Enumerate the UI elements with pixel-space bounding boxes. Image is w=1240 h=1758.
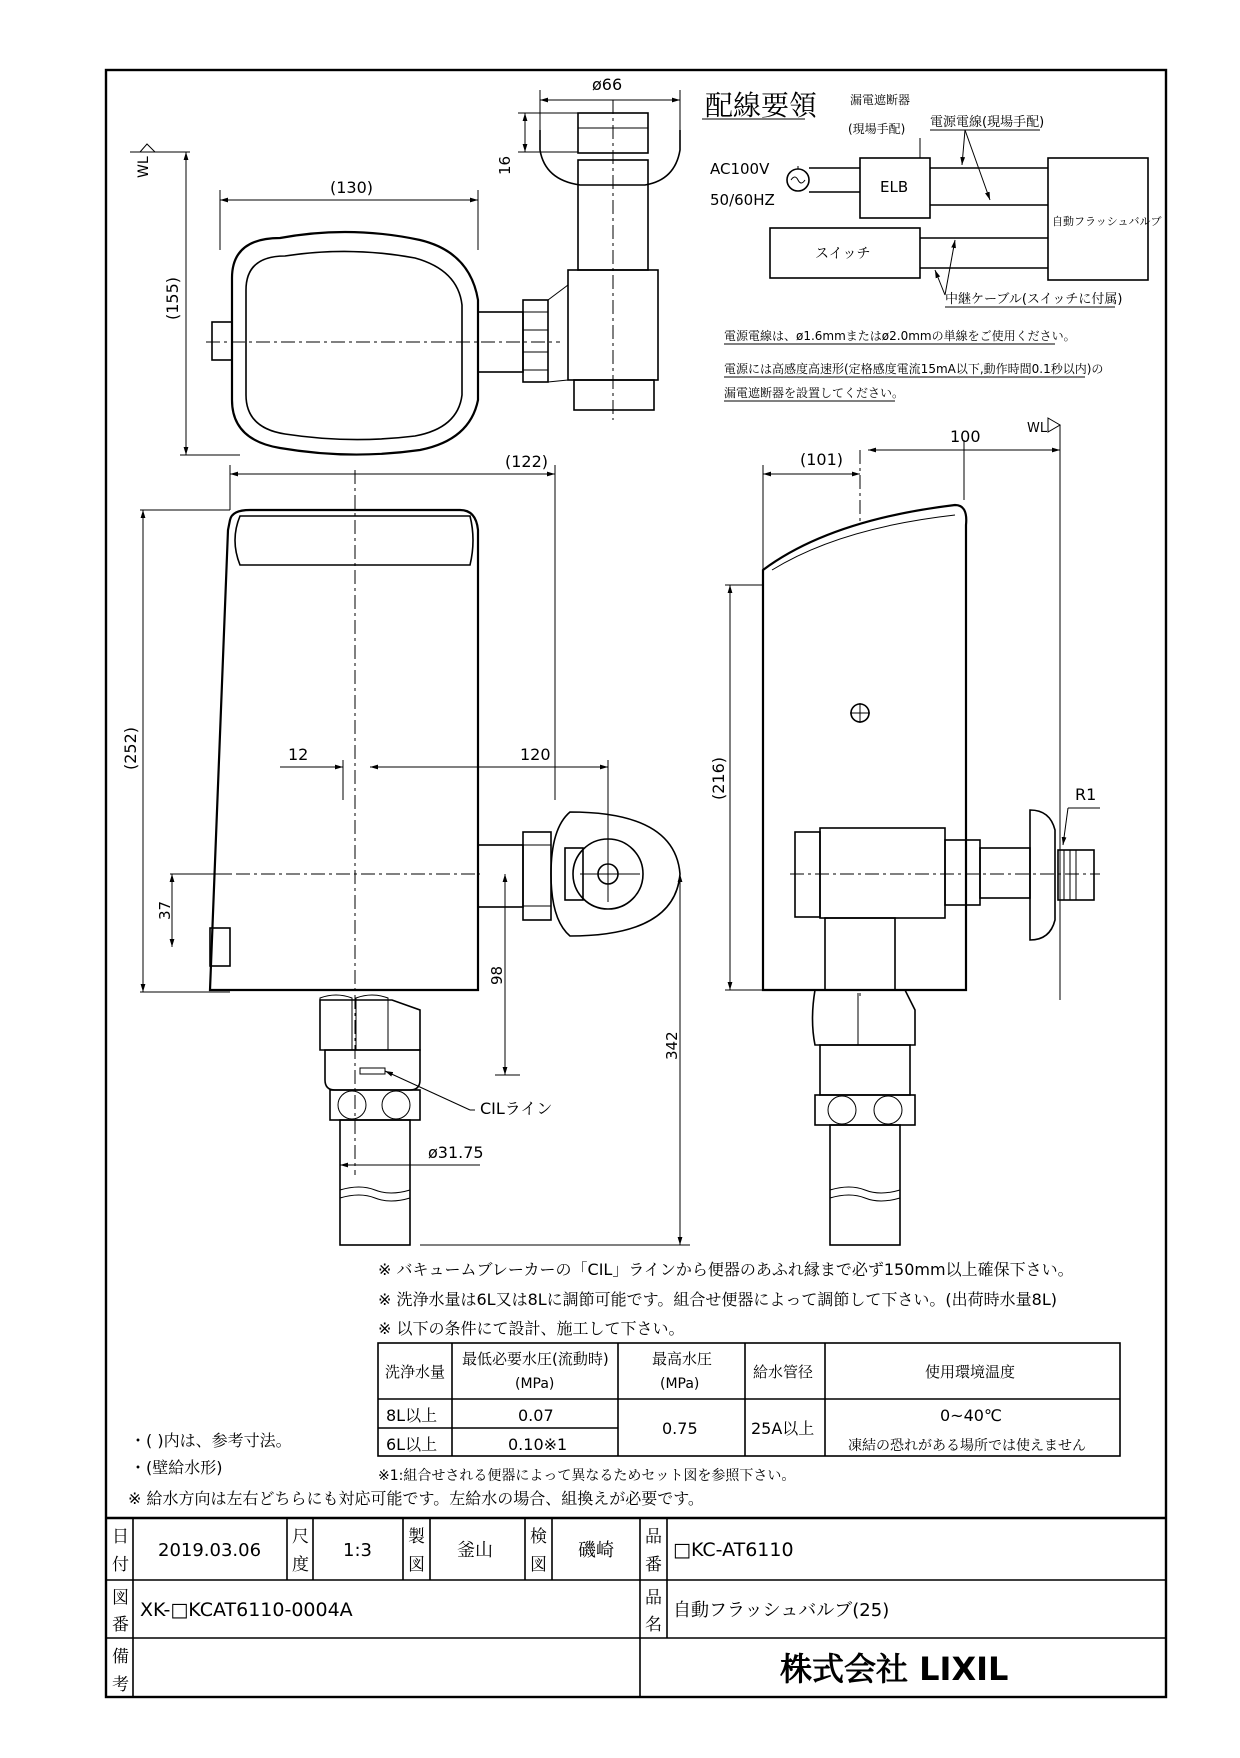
hdr-min-unit: (MPa) <box>515 1376 555 1392</box>
dim-120: 120 <box>520 745 551 764</box>
drawn-label-1: 製 <box>408 1527 425 1547</box>
ac-label: AC100V <box>710 160 770 178</box>
temp-note: 凍結の恐れがある場所では使えません <box>848 1438 1086 1454</box>
checked-by: 磯崎 <box>578 1540 614 1561</box>
left-note-1: ・( )内は、参考寸法。 <box>130 1431 292 1450</box>
relay-cable-label: 中継ケーブル(スイッチに付属) <box>945 292 1123 307</box>
remarks-label-1: 備 <box>112 1647 129 1667</box>
scale-label-2: 度 <box>292 1555 309 1575</box>
temp-value: 0~40℃ <box>940 1406 1002 1425</box>
wiring-note-3: 漏電遮断器を設置してください。 <box>724 386 905 400</box>
power-line-label: 電源電線(現場手配) <box>930 115 1045 130</box>
wiring-diagram <box>702 89 1162 401</box>
dim-216: (216) <box>709 756 728 800</box>
part-no-value: □KC-AT6110 <box>673 1539 794 1561</box>
dim-101: (101) <box>800 450 844 469</box>
hdr-water: 洗浄水量 <box>385 1363 446 1381</box>
notes <box>378 1260 1074 1338</box>
dim-12: 12 <box>288 745 309 764</box>
spec-table <box>378 1343 1120 1456</box>
row2-min: 0.10※1 <box>508 1435 568 1454</box>
max-value: 0.75 <box>662 1419 698 1438</box>
top-view <box>130 75 680 455</box>
dim-d66: ø66 <box>592 75 623 94</box>
date-label-1: 日 <box>112 1527 129 1547</box>
dim-d3175: ø31.75 <box>428 1143 484 1162</box>
wiring-note-1: 電源電線は、ø1.6mmまたはø2.0mmの単線をご使用ください。 <box>724 329 1076 343</box>
wl-label-side: WL <box>1027 421 1048 436</box>
date-label-2: 付 <box>112 1555 129 1575</box>
lower-notes <box>128 1431 795 1508</box>
part-no-label-1: 品 <box>645 1527 662 1547</box>
hdr-max-unit: (MPa) <box>660 1376 700 1392</box>
note-5: ※ 給水方向は左右どちらにも対応可能です。左給水の場合、組換えが必要です。 <box>128 1489 704 1508</box>
note-3: ※ 以下の条件にて設計、施工して下さい。 <box>378 1319 685 1338</box>
company-logo: 株式会社 LIXIL <box>780 1650 1009 1688</box>
row1-min: 0.07 <box>518 1406 554 1425</box>
dim-342: 342 <box>663 1031 681 1060</box>
hdr-min-pressure: 最低必要水圧(流動時) <box>462 1350 609 1368</box>
scale-value: 1:3 <box>343 1540 372 1561</box>
valve-label: 自動フラッシュバルブ <box>1052 215 1162 228</box>
drawn-by: 釜山 <box>457 1540 493 1561</box>
dim-16: 16 <box>496 155 514 175</box>
dim-100: 100 <box>950 427 981 446</box>
name-label-1: 品 <box>645 1588 662 1608</box>
dim-37: 37 <box>156 900 174 920</box>
dim-130: (130) <box>330 178 374 197</box>
wiring-title: 配線要領 <box>705 89 818 122</box>
hdr-max-pressure: 最高水圧 <box>652 1350 713 1368</box>
drawing-no-label-2: 番 <box>112 1615 129 1635</box>
drawing-no-label-1: 図 <box>112 1588 129 1608</box>
hz-label: 50/60HZ <box>710 191 775 209</box>
date-value: 2019.03.06 <box>158 1540 262 1561</box>
note-2: ※ 洗浄水量は6L又は8Lに調節可能です。組合せ便器によって調節して下さい。(出荷時水量8L) <box>378 1290 1057 1309</box>
product-name: 自動フラッシュバルブ(25) <box>673 1600 890 1621</box>
dim-122: (122) <box>505 452 549 471</box>
part-no-label-2: 番 <box>645 1555 662 1575</box>
note-1: ※ バキュームブレーカーの「CIL」ラインから便器のあふれ縁まで必ず150mm以上確保下さい。 <box>378 1260 1074 1279</box>
cil-label: CILライン <box>480 1099 553 1118</box>
remarks-label-2: 考 <box>112 1675 129 1695</box>
row2-water: 6L以上 <box>386 1435 438 1454</box>
dim-r1: R1 <box>1075 785 1097 804</box>
side-view <box>709 418 1100 1245</box>
checked-label-1: 検 <box>530 1527 547 1547</box>
front-view <box>121 452 690 1245</box>
breaker-note: (現場手配) <box>848 122 906 136</box>
elb-label: ELB <box>880 178 909 196</box>
pipe-value: 25A以上 <box>751 1419 815 1438</box>
breaker-label: 漏電遮断器 <box>850 93 911 107</box>
dim-98: 98 <box>488 965 506 985</box>
switch-label: スイッチ <box>815 246 871 262</box>
row1-water: 8L以上 <box>386 1406 438 1425</box>
wl-label-top: WL <box>136 156 152 178</box>
note-4: ※1:組合せされる便器によって異なるためセット図を参照下さい。 <box>378 1468 796 1484</box>
drawn-label-2: 図 <box>408 1555 425 1575</box>
hdr-temp: 使用環境温度 <box>925 1363 1016 1381</box>
checked-label-2: 図 <box>530 1555 547 1575</box>
left-note-2: ・(壁給水形) <box>130 1458 223 1477</box>
scale-label-1: 尺 <box>292 1527 309 1547</box>
drawing-no-value: XK-□KCAT6110-0004A <box>140 1599 353 1621</box>
dim-155: (155) <box>163 276 182 320</box>
title-block <box>106 1518 1166 1697</box>
hdr-pipe: 給水管径 <box>753 1363 814 1381</box>
dim-252: (252) <box>121 726 140 770</box>
name-label-2: 名 <box>645 1615 662 1635</box>
wiring-note-2: 電源には高感度高速形(定格感度電流15mA以下,動作時間0.1秒以内)の <box>724 362 1104 376</box>
